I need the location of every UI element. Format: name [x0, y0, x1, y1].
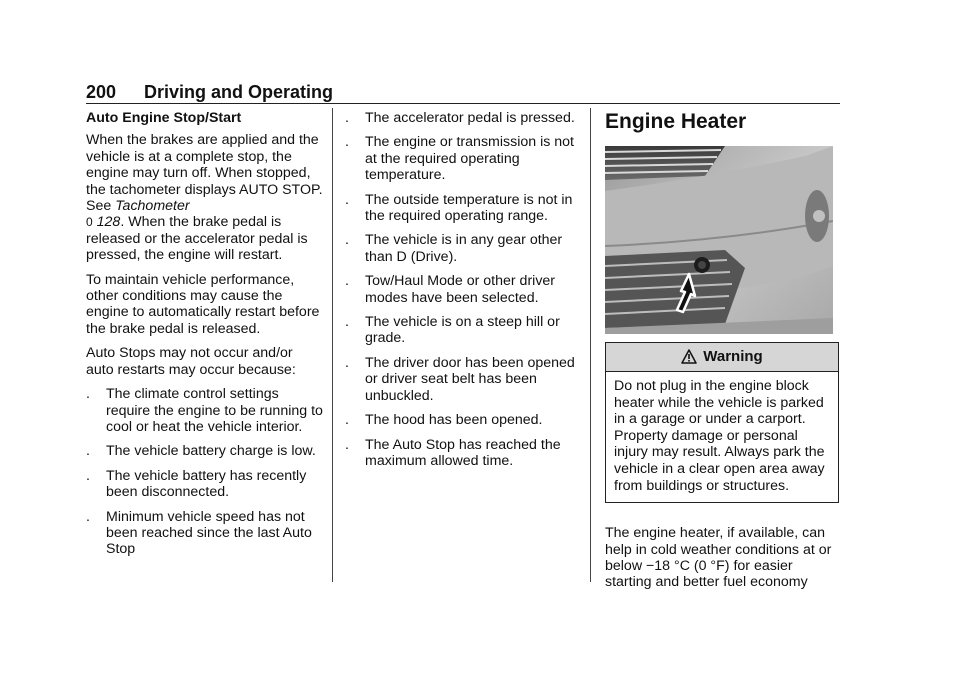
- paragraph-text: . When the brake pedal is released or the accelerator pedal is pressed, the engine will restart.: [86, 214, 308, 264]
- header-rule: [86, 103, 840, 104]
- paragraph-text: When the brakes are applied and the vehicle is at a complete stop, the engine may turn off. When stopped, the tachometer displays AUTO STOP. See: [86, 132, 323, 215]
- list-item-text: The accelerator pedal is pressed.: [365, 110, 575, 126]
- list-item-text: The Auto Stop has reached the maximum allowed time.: [365, 436, 561, 469]
- column-3: [605, 110, 841, 599]
- page-number: 200: [86, 82, 117, 102]
- bullet-icon: .: [345, 354, 349, 371]
- bullet-icon: .: [345, 412, 349, 429]
- bullet-icon: .: [86, 508, 90, 525]
- paragraph-auto-stop: [86, 132, 324, 263]
- list-item-text: The vehicle battery has recently been disconnected.: [106, 467, 307, 501]
- list-item-text: Tow/Haul Mode or other driver modes have been selected.: [365, 273, 556, 306]
- list-item: [345, 437, 575, 470]
- bullet-icon: .: [345, 110, 349, 126]
- bullet-icon: .: [345, 134, 349, 151]
- list-item: [86, 468, 324, 501]
- list-item: [345, 192, 575, 225]
- warning-title: Warning: [703, 347, 763, 365]
- list-item: [86, 443, 324, 459]
- section-title-header: Driving and Operating: [144, 82, 334, 102]
- list-item-text: Minimum vehicle speed has not been reached since the last Auto Stop: [106, 508, 312, 558]
- bullet-icon: .: [345, 273, 349, 290]
- list-item: [345, 232, 575, 265]
- bullet-icon: .: [86, 467, 90, 484]
- xref-tachometer[interactable]: Tachometer: [115, 198, 190, 215]
- bullet-icon: .: [345, 314, 349, 331]
- list-item-text: The engine or transmission is not at the required operating temperature.: [365, 134, 574, 184]
- warning-text: Do not plug in the engine block heater while the vehicle is parked in a garage or under a carport. Property damage or personal injury may result. Always park the vehicle in a clear open area away from buildings or structures.: [614, 378, 825, 494]
- column-1: [86, 110, 324, 566]
- list-item: [345, 134, 575, 183]
- paragraph-engine-heater: The engine heater, if available, can help in cold weather conditions at or below −18 °C (0 °F) for easier starting and better fuel economy: [605, 525, 832, 591]
- paragraph-conditions-intro: Auto Stops may not occur and/or auto restarts may occur because:: [86, 345, 296, 378]
- list-item: [86, 386, 324, 435]
- warning-header: [606, 343, 838, 372]
- list-item: [86, 509, 324, 558]
- list-item-text: The hood has been opened.: [365, 412, 543, 429]
- warning-box: [605, 342, 839, 503]
- column-divider: [590, 108, 591, 582]
- bullet-icon: .: [86, 443, 90, 460]
- bullet-icon: .: [345, 191, 349, 208]
- engine-heater-plug-image: [605, 146, 833, 334]
- bullet-icon: .: [345, 232, 349, 249]
- list-item-text: The vehicle is on a steep hill or grade.: [365, 314, 560, 347]
- list-item-text: The vehicle battery charge is low.: [106, 443, 316, 460]
- column-2: [345, 110, 575, 477]
- list-item-text: The vehicle is in any gear other than D (Drive).: [365, 232, 563, 265]
- list-item: [345, 412, 575, 428]
- column-divider: [332, 108, 333, 582]
- list-item: [345, 355, 575, 404]
- paragraph-maintain: To maintain vehicle performance, other conditions may cause the engine to automatically restart before the brake pedal is released.: [86, 271, 320, 337]
- subhead-auto-stop: Auto Engine Stop/Start: [86, 110, 242, 126]
- page-header: [86, 82, 840, 104]
- bullet-list-1: [86, 386, 324, 558]
- list-item-text: The outside temperature is not in the required operating range.: [365, 191, 573, 225]
- list-item: [345, 314, 575, 347]
- xref-page[interactable]: 128: [96, 214, 121, 231]
- list-item-text: The climate control settings require the engine to be running to cool or heat the vehicle interior.: [106, 386, 323, 435]
- list-item-text: The driver door has been opened or driver seat belt has been unbuckled.: [365, 354, 575, 404]
- xref-arrow-icon: 0: [86, 215, 93, 230]
- section-heading: Engine Heater: [605, 110, 747, 133]
- warning-symbol-icon: [681, 349, 697, 365]
- bullet-icon: .: [345, 436, 349, 453]
- list-item: [345, 273, 575, 306]
- bullet-list-2: [345, 110, 575, 469]
- list-item: [345, 110, 575, 126]
- bullet-icon: .: [86, 386, 90, 403]
